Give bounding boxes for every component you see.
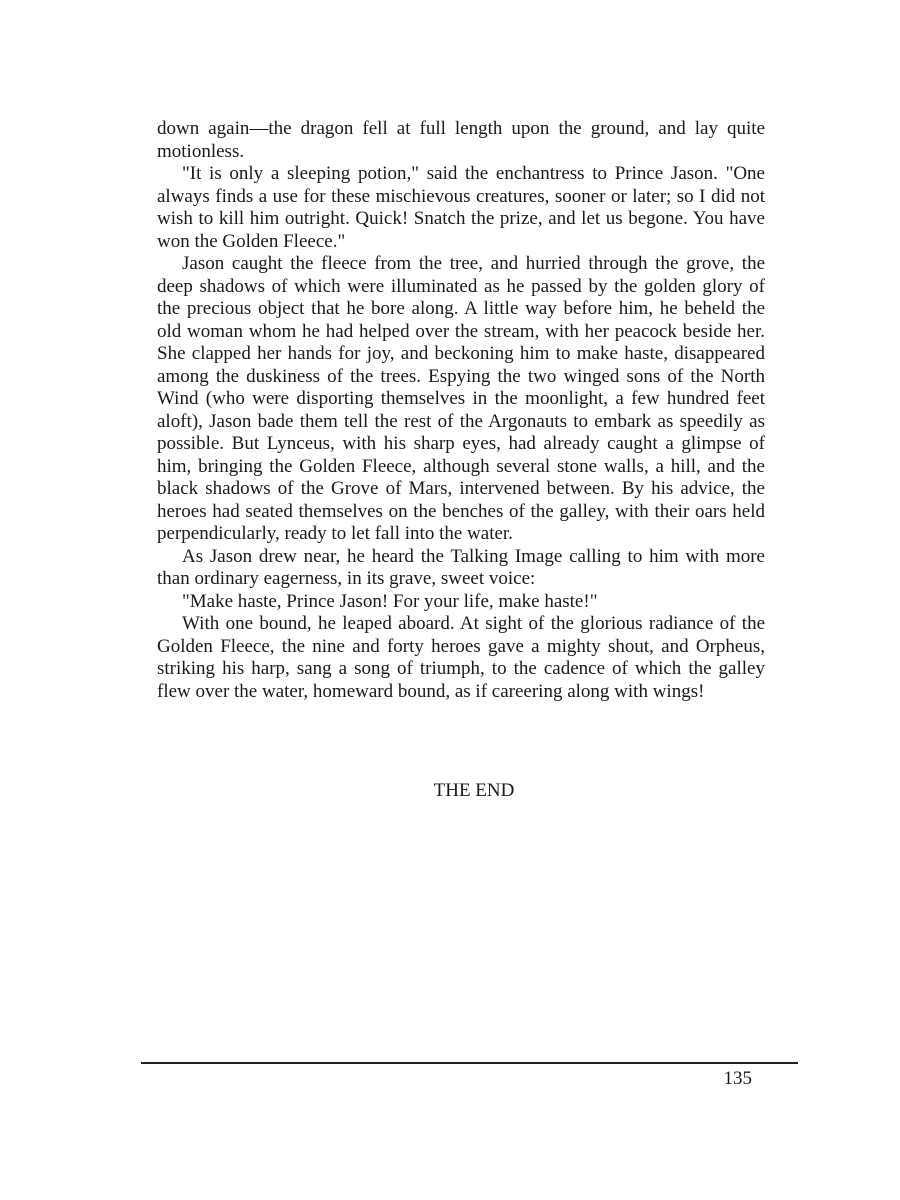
footer-divider	[141, 1062, 798, 1064]
body-text	[157, 118, 765, 703]
paragraph: Jason caught the fleece from the tree, and hurried through the grove, the deep shadows of which were illuminated as he passed by the golden glory of the precious object that he bore along. A little way before him, he beheld the old woman whom he had helped over the stream, with her peacock beside her. She clapped her hands for joy, and beckoning him to make haste, disappeared among the duskiness of the trees. Espying the two winged sons of the North Wind (who were disporting themselves in the moonlight, a few hundred feet aloft), Jason bade them tell the rest of the Argonauts to embark as speedily as possible. But Lynceus, with his sharp eyes, had already caught a glimpse of him, bringing the Golden Fleece, although several stone walls, a hill, and the black shadows of the Grove of Mars, intervened between. By his advice, the heroes had seated themselves on the benches of the galley, with their oars held perpendicularly, ready to let fall into the water.	[157, 253, 765, 544]
paragraph: "Make haste, Prince Jason! For your life, make haste!"	[182, 590, 598, 612]
paragraph: "It is only a sleeping potion," said the enchantress to Prince Jason. "One always finds a use for these mischievous creatures, sooner or later; so I did not wish to kill him outright. Quick! Snatch the prize, and let us begone. You have won the Golden Fleece."	[157, 163, 765, 252]
end-title: THE END	[433, 780, 515, 801]
paragraph: As Jason drew near, he heard the Talking Image calling to him with more than ordinary eagerness, in its grave, sweet voice:	[157, 545, 765, 589]
page-number: 135	[723, 1068, 752, 1089]
paragraph: With one bound, he leaped aboard. At sight of the glorious radiance of the Golden Fleece, the nine and forty heroes gave a mighty shout, and Orpheus, striking his harp, sang a song of triumph, to the cadence of which the galley flew over the water, homeward bound, as if careering along with wings!	[157, 613, 765, 702]
paragraph: down again—the dragon fell at full length upon the ground, and lay quite motionless.	[157, 118, 765, 162]
